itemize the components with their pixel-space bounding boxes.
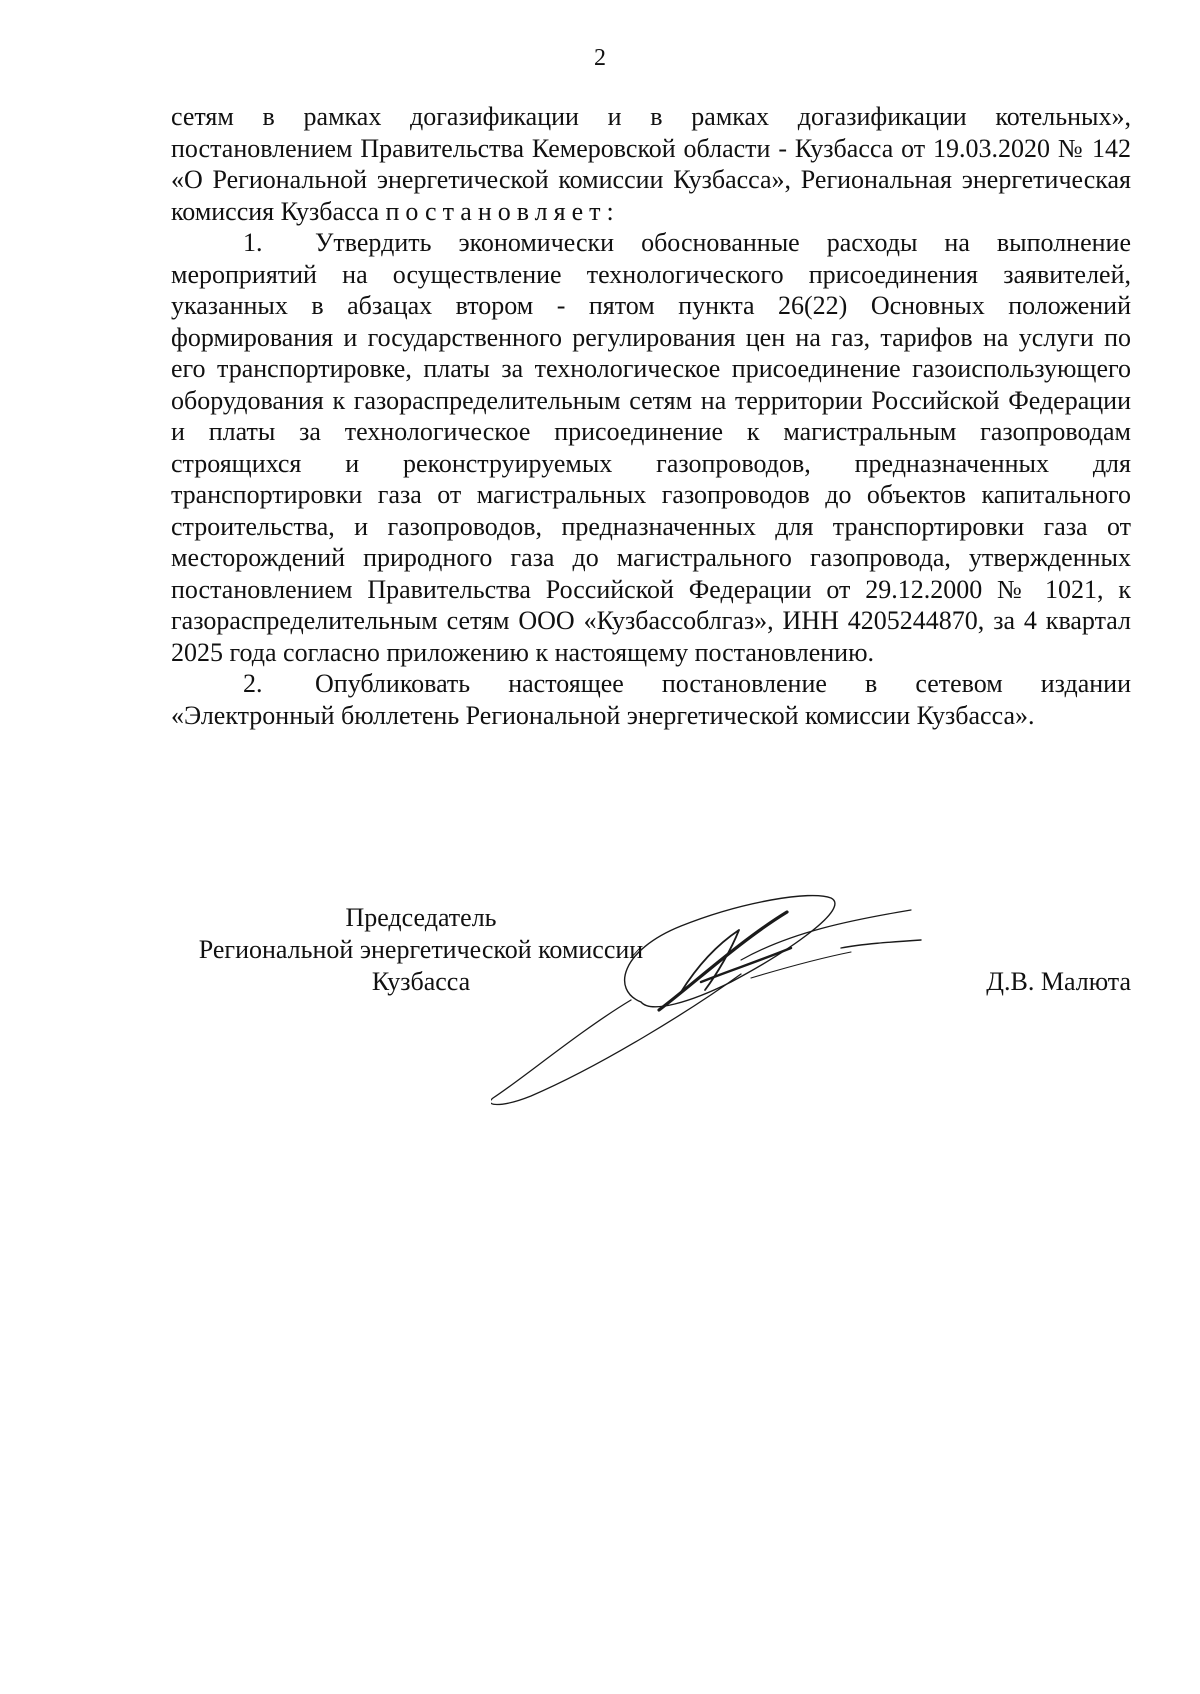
intro-paragraph xyxy=(171,101,1131,227)
continuation-text: сетям в рамках догазификации и в рамках догазификации котельных», постановлением Правительства Кемеровской области - Кузбасса от 19.03.2020 № 142 «О Региональной энергетической комиссии Кузбасса», Региональная энергетическая комиссия Кузбасса xyxy=(171,102,1131,226)
item-text: Опубликовать настоящее постановление в сетевом издании «Электронный бюллетень Региональной энергетической комиссии Кузбасса». xyxy=(171,669,1131,730)
item-number: 1. xyxy=(243,228,263,257)
signatory-title-line: Председатель xyxy=(345,903,497,932)
signatory-title-line: Кузбасса xyxy=(371,967,471,996)
page-number: 2 xyxy=(594,45,606,71)
signatory-name: Д.В. Малюта xyxy=(986,967,1131,996)
decree-word: постановляет: xyxy=(385,196,620,226)
signature-block xyxy=(171,902,1131,1102)
document-body xyxy=(171,101,1131,731)
item-number: 2. xyxy=(243,669,263,698)
handwritten-signature xyxy=(491,890,991,1110)
list-item xyxy=(171,227,1131,668)
signatory-title-line: Региональной энергетической комиссии xyxy=(198,935,644,964)
item-text: Утвердить экономически обоснованные расходы на выполнение мероприятий на осуществление технологического присоединения заявителей, указанных в абзацах втором - пятом пункта 26(22) Основных положений формирования и государственного регулирования цен на газ, тарифов на услуги по его транспортировке, платы за технологическое присоединение газоиспользующего оборудования к газораспределительным сетям на территории Российской Федерации и платы за технологическое присоединение к магистральным газопроводам строящихся и реконструируемых газопроводов, предназначенных для транспортировки газа от магистральных газопроводов до объектов капитального строительства, и газопроводов, предназначенных для транспортировки газа от месторождений природного газа до магистрального газопровода, утвержденных постановлением Правительства Российской Федерации от 29.12.2000 № 1021, к газораспределительным сетям ООО «Кузбассоблгаз», ИНН 4205244870, за 4 квартал 2025 года согласно приложению к настоящему постановлению. xyxy=(171,228,1131,667)
list-item xyxy=(171,668,1131,731)
